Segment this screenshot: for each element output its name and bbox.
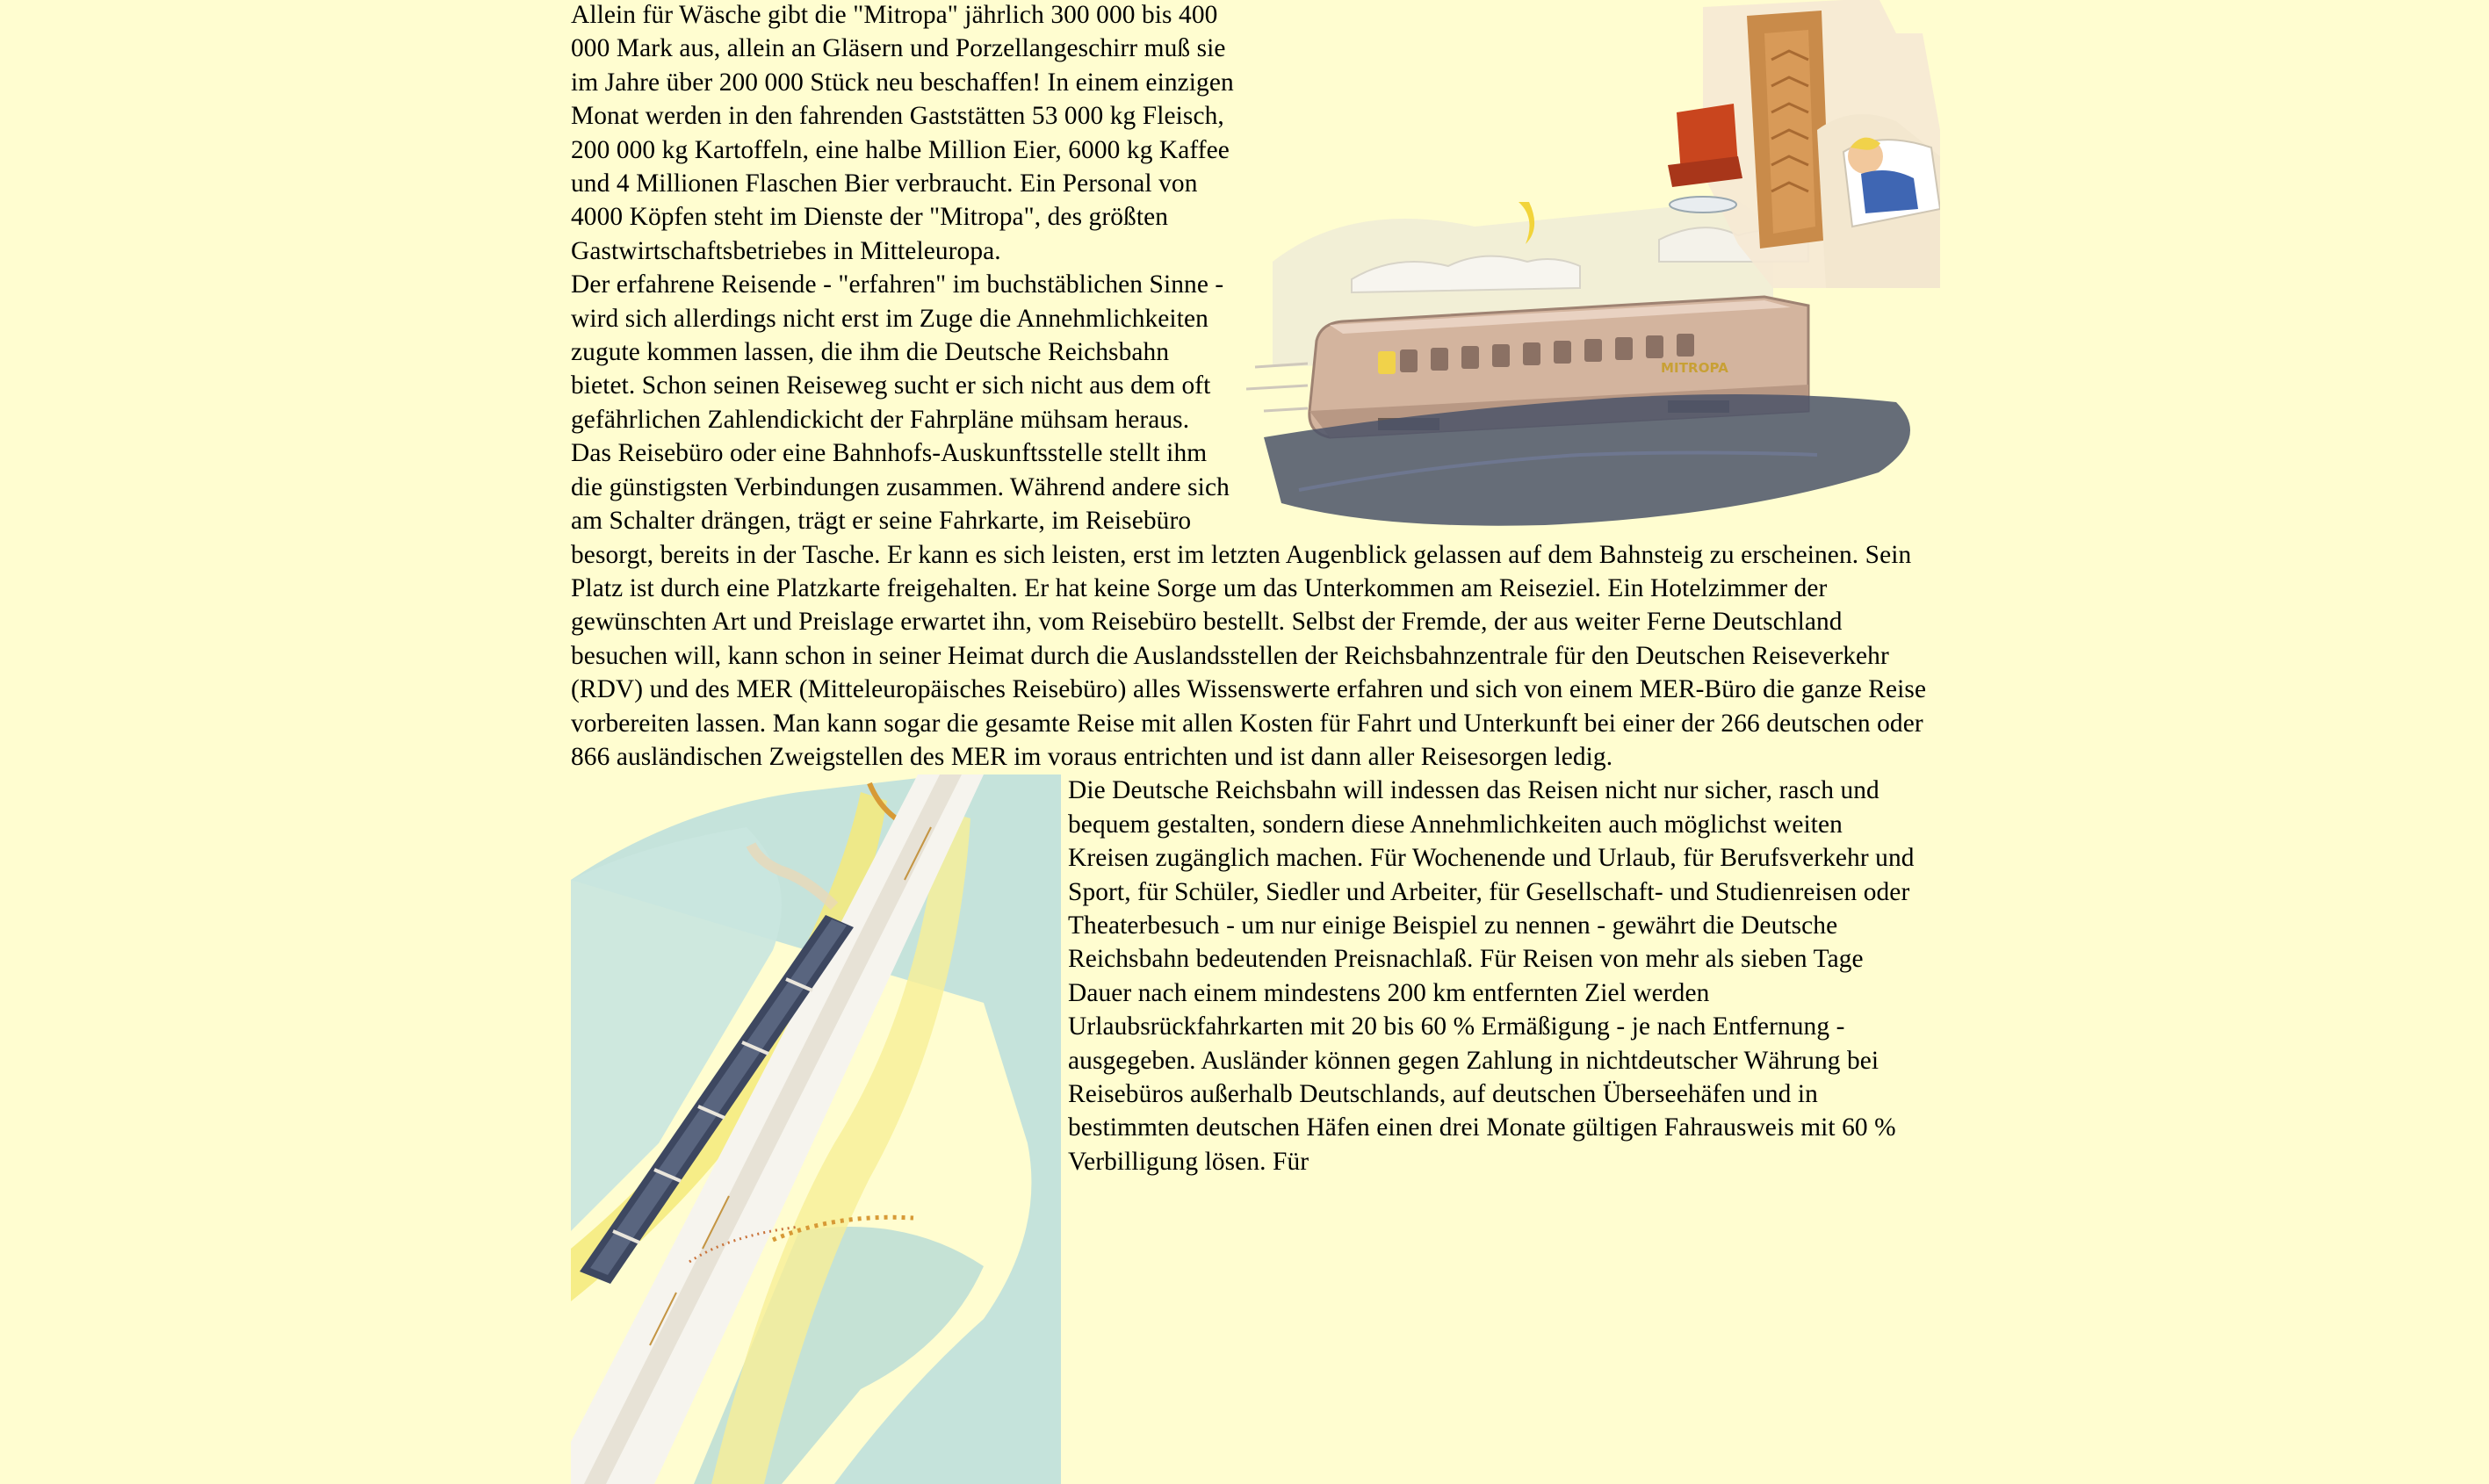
paragraph-3: Die Deutsche Reichsbahn will indessen das Reisen nicht nur sicher, rasch und bequem gestalten, sondern diese Annehmlichkeiten auch möglichst weiten Kreisen zugänglich machen. Für Wochenende und Urlaub, für Berufsverkehr und Sport, für Schüler, Siedler und Arbeiter, für Gesellschaft- und Studienreisen oder Theaterbesuch - um nur einige Beispiel zu nennen - gewährt die Deutsche Reichsbahn bedeutenden Preisnachlaß. Für Reisen von mehr als sieben Tage Dauer nach einem mindestens 200 km entfernten Ziel werden Urlaubsrückfahrkarten mit 20 bis 60 % Ermäßigung - je nach Entfernung - ausgegeben. Ausländer können gegen Zahlung in nichtdeutscher Währung bei Reisebüros außerhalb Deutschlands, auf deutschen Überseehäfen und in bestimmten deutschen Häfen einen drei Monate gültigen Fahrausweis mit 60 % Verbilligung lösen. Für — [1068, 776, 1915, 1176]
sleeping-car-illustration — [1246, 0, 1940, 527]
article-page — [571, 0, 1928, 1484]
sleeping-car-illustration-svg — [1246, 0, 1940, 527]
lit-window — [1378, 351, 1396, 374]
paragraph-1: Allein für Wäsche gibt die "Mitropa" jährlich 300 000 bis 400 000 Mark aus, allein an Gläsern und Porzellangeschirr muß sie im Jahre über 200 000 Stück neu beschaffen! In einem einzigen Monat werden in den fahrenden Gaststätten 53 000 kg Fleisch, 200 000 kg Kartoffeln, eine halbe Million Eier, 6000 kg Kaffee und 4 Millionen Flaschen Bier verbraucht. Ein Personal von 4000 Köpfen steht im Dienste der "Mitropa", des größten Gastwirtschaftsbetriebes in Mitteleuropa. — [571, 1, 1234, 265]
aerial-train-illustration-svg — [571, 774, 1061, 1484]
paragraph-2: Der erfahrene Reisende - "erfahren" im buchstäblichen Sinne - wird sich allerdings nicht erst im Zuge die Annehmlichkeiten zugute kommen lassen, die ihm die Deutsche Reichsbahn bietet. Schon seinen Reiseweg sucht er sich nicht aus dem oft gefährlichen Zahlendickicht der Fahrpläne mühsam heraus. Das Reisebüro oder eine Bahnhofs-Auskunftsstelle stellt ihm die günstigsten Verbindungen zusammen. Während andere sich am Schalter drängen, trägt er seine Fahrkarte, im Reisebüro besorgt, bereits in der Tasche. Er kann es sich leisten, erst im letzten Augenblick gelassen auf dem Bahnsteig zu erscheinen. Sein Platz ist durch eine Platzkarte freigehalten. Er hat keine Sorge um das Unterkommen am Reiseziel. Ein Hotelzimmer der gewünschten Art und Preislage erwartet ihn, vom Reisebüro bestellt. Selbst der Fremde, der aus weiter Ferne Deutschland besuchen will, kann schon in seiner Heimat durch die Auslandsstellen der Reichsbahnzentrale für den Deutschen Reiseverkehr (RDV) und des MER (Mitteleuropäisches Reisebüro) alles Wissenswerte erfahren und sich von einem MER-Büro die ganze Reise vorbereiten lassen. Man kann sogar die gesamte Reise mit allen Kosten für Fahrt und Unterkunft bei einer der 266 deutschen oder 866 ausländischen Zweigstellen des MER im voraus entrichten und ist dann aller Reisesorgen ledig. — [571, 270, 1927, 771]
aerial-train-illustration — [571, 774, 1061, 1484]
car-sign: MITROPA — [1661, 360, 1728, 376]
